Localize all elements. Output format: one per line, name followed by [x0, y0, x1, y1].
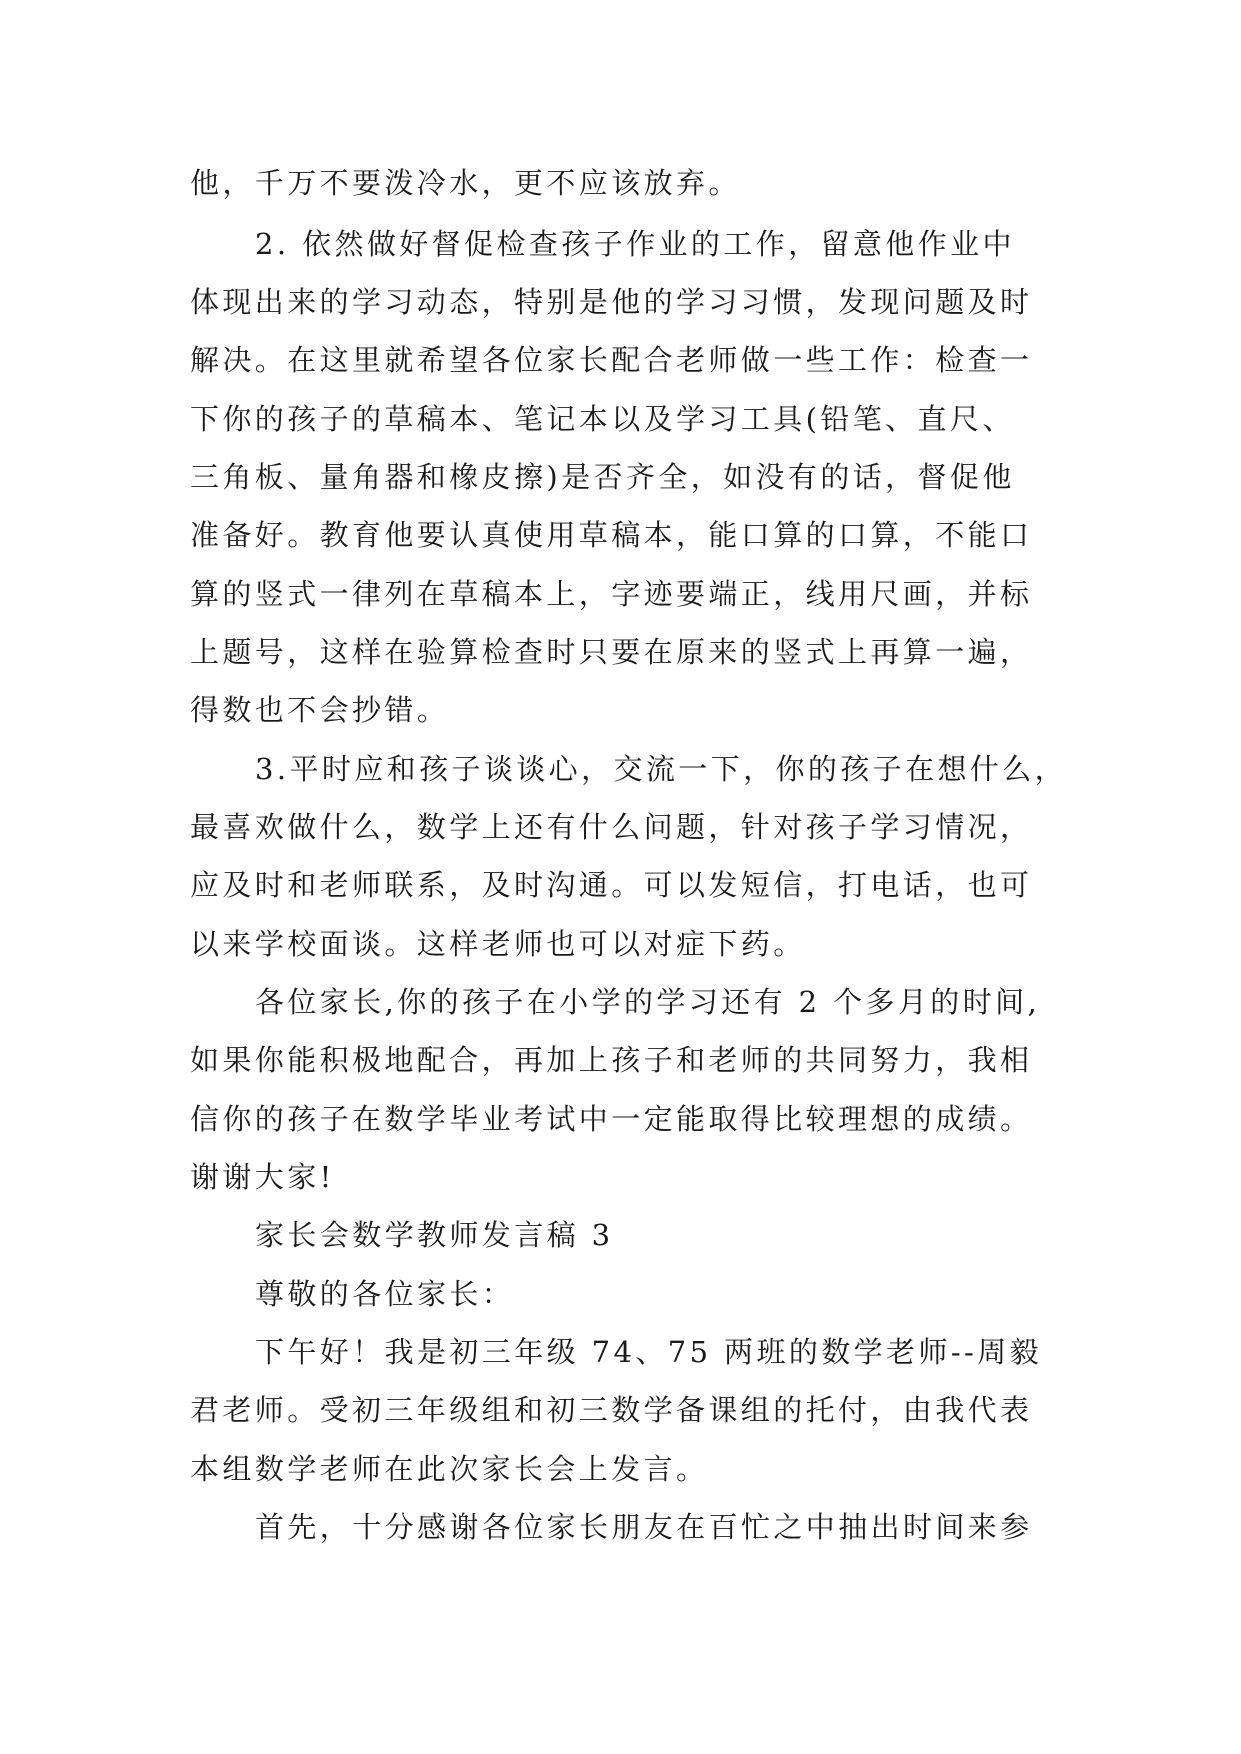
text-line: 他，千万不要泼冷水，更不应该放弃。 — [190, 166, 741, 200]
paragraph-item-3-start: 3.平时应和孩子谈谈心，交流一下，你的孩子在想什么， — [255, 752, 1068, 786]
paragraph-thanks-start: 首先，十分感谢各位家长朋友在百忙之中抽出时间来参 — [255, 1510, 1033, 1544]
text-line: 准备好。教育他要认真使用草稿本，能口算的口算，不能口 — [190, 518, 1033, 552]
text-line: 本组数学老师在此次家长会上发言。 — [190, 1452, 709, 1486]
text-line: 得数也不会抄错。 — [190, 693, 450, 727]
text-line: 体现出来的学习动态，特别是他的学习习惯，发现问题及时 — [190, 285, 1033, 319]
text-line: 上题号，这样在验算检查时只要在原来的竖式上再算一遍， — [190, 635, 1033, 669]
text-line: 如果你能积极地配合，再加上孩子和老师的共同努力，我相 — [190, 1043, 1033, 1077]
text-line: 最喜欢做什么，数学上还有什么问题，针对孩子学习情况， — [190, 810, 1033, 844]
text-line: 应及时和老师联系，及时沟通。可以发短信，打电话，也可 — [190, 868, 1033, 902]
section-title: 家长会数学教师发言稿 3 — [255, 1218, 614, 1252]
text-line: 以来学校面谈。这样老师也可以对症下药。 — [190, 927, 806, 961]
text-line: 信你的孩子在数学毕业考试中一定能取得比较理想的成绩。 — [190, 1102, 1033, 1136]
text-line: 算的竖式一律列在草稿本上，字迹要端正，线用尺画，并标 — [190, 577, 1033, 611]
paragraph-closing-start: 各位家长,你的孩子在小学的学习还有 2 个多月的时间, — [255, 985, 1041, 1019]
salutation: 尊敬的各位家长： — [255, 1277, 515, 1311]
paragraph-greeting-start: 下午好！我是初三年级 74、75 两班的数学老师--周毅 — [255, 1335, 1043, 1369]
text-line: 解决。在这里就希望各位家长配合老师做一些工作：检查一 — [190, 343, 1033, 377]
text-line: 下你的孩子的草稿本、笔记本以及学习工具(铅笔、直尺、 — [190, 402, 1015, 436]
text-line: 谢谢大家! — [190, 1160, 335, 1194]
text-line: 君老师。受初三年级组和初三数学备课组的托付，由我代表 — [190, 1393, 1033, 1427]
text-line: 三角板、量角器和橡皮擦)是否齐全，如没有的话，督促他 — [190, 460, 1015, 494]
paragraph-item-2-start: 2. 依然做好督促检查孩子作业的工作，留意他作业中 — [255, 227, 1015, 261]
